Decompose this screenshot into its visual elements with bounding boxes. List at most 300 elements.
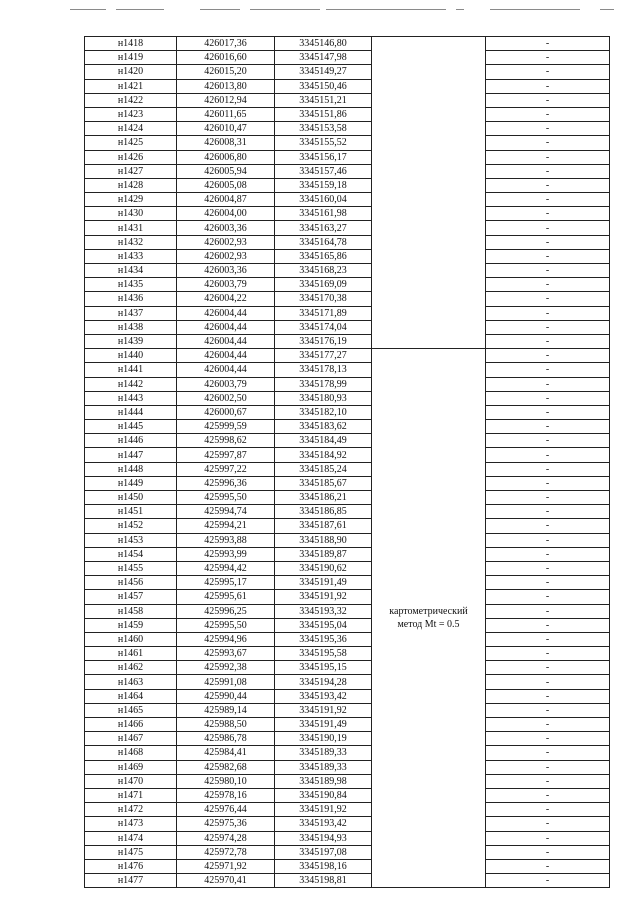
table-row (85, 420, 610, 434)
description-dash-cell: - (486, 363, 610, 377)
point-id-cell: н1433 (85, 249, 177, 263)
description-dash-cell: - (486, 874, 610, 888)
description-dash-cell: - (486, 859, 610, 873)
x-coordinate-cell: 425990,44 (177, 689, 275, 703)
point-id-cell: н1428 (85, 178, 177, 192)
y-coordinate-cell: 3345197,08 (275, 845, 372, 859)
description-dash-cell: - (486, 760, 610, 774)
description-dash-cell: - (486, 576, 610, 590)
y-coordinate-cell: 3345191,49 (275, 718, 372, 732)
x-coordinate-cell: 426003,79 (177, 377, 275, 391)
table-row (85, 732, 610, 746)
x-coordinate-cell: 425989,14 (177, 703, 275, 717)
table-row (85, 746, 610, 760)
y-coordinate-cell: 3345178,13 (275, 363, 372, 377)
x-coordinate-cell: 425993,99 (177, 547, 275, 561)
point-id-cell: н1427 (85, 164, 177, 178)
x-coordinate-cell: 426010,47 (177, 122, 275, 136)
x-coordinate-cell: 426003,79 (177, 278, 275, 292)
description-dash-cell: - (486, 349, 610, 363)
y-coordinate-cell: 3345183,62 (275, 420, 372, 434)
y-coordinate-cell: 3345194,93 (275, 831, 372, 845)
y-coordinate-cell: 3345191,92 (275, 590, 372, 604)
point-id-cell: н1462 (85, 661, 177, 675)
description-dash-cell: - (486, 831, 610, 845)
table-row (85, 803, 610, 817)
y-coordinate-cell: 3345170,38 (275, 292, 372, 306)
method-cell (372, 349, 486, 888)
description-dash-cell: - (486, 37, 610, 51)
y-coordinate-cell: 3345190,84 (275, 788, 372, 802)
description-dash-cell: - (486, 547, 610, 561)
description-dash-cell: - (486, 420, 610, 434)
description-dash-cell: - (486, 178, 610, 192)
x-coordinate-cell: 425994,74 (177, 505, 275, 519)
description-dash-cell: - (486, 51, 610, 65)
y-coordinate-cell: 3345186,21 (275, 491, 372, 505)
method-name: картометрический (389, 606, 468, 618)
table-row (85, 547, 610, 561)
point-id-cell: н1472 (85, 803, 177, 817)
point-id-cell: н1442 (85, 377, 177, 391)
y-coordinate-cell: 3345189,87 (275, 547, 372, 561)
point-id-cell: н1448 (85, 462, 177, 476)
y-coordinate-cell: 3345169,09 (275, 278, 372, 292)
point-id-cell: н1422 (85, 93, 177, 107)
y-coordinate-cell: 3345157,46 (275, 164, 372, 178)
point-id-cell: н1449 (85, 476, 177, 490)
table-row (85, 817, 610, 831)
description-dash-cell: - (486, 249, 610, 263)
table-row (85, 79, 610, 93)
y-coordinate-cell: 3345165,86 (275, 249, 372, 263)
description-dash-cell: - (486, 718, 610, 732)
table-row (85, 221, 610, 235)
y-coordinate-cell: 3345150,46 (275, 79, 372, 93)
description-dash-cell: - (486, 788, 610, 802)
x-coordinate-cell: 425994,96 (177, 632, 275, 646)
point-id-cell: н1465 (85, 703, 177, 717)
table-row (85, 65, 610, 79)
description-dash-cell: - (486, 65, 610, 79)
x-coordinate-cell: 425970,41 (177, 874, 275, 888)
y-coordinate-cell: 3345184,49 (275, 434, 372, 448)
table-row (85, 831, 610, 845)
y-coordinate-cell: 3345195,58 (275, 647, 372, 661)
x-coordinate-cell: 425995,50 (177, 491, 275, 505)
x-coordinate-cell: 425995,61 (177, 590, 275, 604)
point-id-cell: н1461 (85, 647, 177, 661)
point-id-cell: н1454 (85, 547, 177, 561)
description-dash-cell: - (486, 661, 610, 675)
y-coordinate-cell: 3345193,32 (275, 604, 372, 618)
table-row (85, 193, 610, 207)
x-coordinate-cell: 425993,88 (177, 533, 275, 547)
point-id-cell: н1459 (85, 618, 177, 632)
y-coordinate-cell: 3345159,18 (275, 178, 372, 192)
description-dash-cell: - (486, 519, 610, 533)
description-dash-cell: - (486, 476, 610, 490)
table-row (85, 859, 610, 873)
table-row (85, 391, 610, 405)
x-coordinate-cell: 425991,08 (177, 675, 275, 689)
point-id-cell: н1436 (85, 292, 177, 306)
x-coordinate-cell: 426004,44 (177, 306, 275, 320)
description-dash-cell: - (486, 107, 610, 121)
description-dash-cell: - (486, 235, 610, 249)
y-coordinate-cell: 3345161,98 (275, 207, 372, 221)
x-coordinate-cell: 426008,31 (177, 136, 275, 150)
x-coordinate-cell: 425998,62 (177, 434, 275, 448)
y-coordinate-cell: 3345193,42 (275, 817, 372, 831)
y-coordinate-cell: 3345171,89 (275, 306, 372, 320)
y-coordinate-cell: 3345151,21 (275, 93, 372, 107)
y-coordinate-cell: 3345190,19 (275, 732, 372, 746)
table-row (85, 249, 610, 263)
description-dash-cell: - (486, 647, 610, 661)
point-id-cell: н1443 (85, 391, 177, 405)
point-id-cell: н1474 (85, 831, 177, 845)
description-dash-cell: - (486, 221, 610, 235)
y-coordinate-cell: 3345198,81 (275, 874, 372, 888)
description-dash-cell: - (486, 136, 610, 150)
description-dash-cell: - (486, 150, 610, 164)
x-coordinate-cell: 425993,67 (177, 647, 275, 661)
point-id-cell: н1425 (85, 136, 177, 150)
x-coordinate-cell: 426005,08 (177, 178, 275, 192)
point-id-cell: н1418 (85, 37, 177, 51)
description-dash-cell: - (486, 732, 610, 746)
table-row (85, 661, 610, 675)
description-dash-cell: - (486, 505, 610, 519)
x-coordinate-cell: 426013,80 (177, 79, 275, 93)
x-coordinate-cell: 426012,94 (177, 93, 275, 107)
point-id-cell: н1471 (85, 788, 177, 802)
description-dash-cell: - (486, 604, 610, 618)
description-dash-cell: - (486, 164, 610, 178)
table-row (85, 306, 610, 320)
table-row (85, 533, 610, 547)
table-row (85, 462, 610, 476)
description-dash-cell: - (486, 79, 610, 93)
point-id-cell: н1455 (85, 561, 177, 575)
x-coordinate-cell: 425978,16 (177, 788, 275, 802)
x-coordinate-cell: 425999,59 (177, 420, 275, 434)
description-dash-cell: - (486, 561, 610, 575)
table-row (85, 363, 610, 377)
point-id-cell: н1468 (85, 746, 177, 760)
table-row (85, 349, 610, 363)
method-cell-blank (372, 37, 486, 349)
point-id-cell: н1421 (85, 79, 177, 93)
table-row (85, 278, 610, 292)
description-dash-cell: - (486, 817, 610, 831)
table-row (85, 235, 610, 249)
table-row (85, 476, 610, 490)
x-coordinate-cell: 425992,38 (177, 661, 275, 675)
x-coordinate-cell: 426004,87 (177, 193, 275, 207)
description-dash-cell: - (486, 377, 610, 391)
x-coordinate-cell: 426004,22 (177, 292, 275, 306)
y-coordinate-cell: 3345191,92 (275, 803, 372, 817)
description-dash-cell: - (486, 632, 610, 646)
x-coordinate-cell: 426003,36 (177, 221, 275, 235)
table-row (85, 675, 610, 689)
y-coordinate-cell: 3345190,62 (275, 561, 372, 575)
table-row (85, 136, 610, 150)
point-id-cell: н1444 (85, 405, 177, 419)
point-id-cell: н1450 (85, 491, 177, 505)
coordinates-table (84, 36, 610, 888)
y-coordinate-cell: 3345178,99 (275, 377, 372, 391)
description-dash-cell: - (486, 533, 610, 547)
description-dash-cell: - (486, 703, 610, 717)
y-coordinate-cell: 3345195,36 (275, 632, 372, 646)
point-id-cell: н1477 (85, 874, 177, 888)
x-coordinate-cell: 425988,50 (177, 718, 275, 732)
point-id-cell: н1419 (85, 51, 177, 65)
point-id-cell: н1438 (85, 320, 177, 334)
x-coordinate-cell: 425972,78 (177, 845, 275, 859)
table-row (85, 703, 610, 717)
x-coordinate-cell: 425986,78 (177, 732, 275, 746)
table-row (85, 93, 610, 107)
y-coordinate-cell: 3345189,33 (275, 746, 372, 760)
x-coordinate-cell: 425976,44 (177, 803, 275, 817)
table-row (85, 491, 610, 505)
y-coordinate-cell: 3345155,52 (275, 136, 372, 150)
description-dash-cell: - (486, 292, 610, 306)
description-dash-cell: - (486, 278, 610, 292)
point-id-cell: н1466 (85, 718, 177, 732)
y-coordinate-cell: 3345174,04 (275, 320, 372, 334)
description-dash-cell: - (486, 689, 610, 703)
y-coordinate-cell: 3345189,33 (275, 760, 372, 774)
point-id-cell: н1434 (85, 264, 177, 278)
table-row (85, 292, 610, 306)
point-id-cell: н1429 (85, 193, 177, 207)
x-coordinate-cell: 425995,50 (177, 618, 275, 632)
description-dash-cell: - (486, 845, 610, 859)
coordinates-table-body (85, 37, 610, 888)
point-id-cell: н1447 (85, 448, 177, 462)
description-dash-cell: - (486, 774, 610, 788)
table-row (85, 434, 610, 448)
description-dash-cell: - (486, 590, 610, 604)
table-row (85, 164, 610, 178)
y-coordinate-cell: 3345198,16 (275, 859, 372, 873)
table-row (85, 576, 610, 590)
table-row (85, 774, 610, 788)
x-coordinate-cell: 425997,22 (177, 462, 275, 476)
point-id-cell: н1475 (85, 845, 177, 859)
description-dash-cell: - (486, 334, 610, 348)
point-id-cell: н1469 (85, 760, 177, 774)
description-dash-cell: - (486, 320, 610, 334)
x-coordinate-cell: 425982,68 (177, 760, 275, 774)
x-coordinate-cell: 426011,65 (177, 107, 275, 121)
x-coordinate-cell: 426004,44 (177, 320, 275, 334)
point-id-cell: н1424 (85, 122, 177, 136)
y-coordinate-cell: 3345185,24 (275, 462, 372, 476)
x-coordinate-cell: 426017,36 (177, 37, 275, 51)
y-coordinate-cell: 3345186,85 (275, 505, 372, 519)
y-coordinate-cell: 3345146,80 (275, 37, 372, 51)
point-id-cell: н1445 (85, 420, 177, 434)
point-id-cell: н1430 (85, 207, 177, 221)
x-coordinate-cell: 426004,00 (177, 207, 275, 221)
y-coordinate-cell: 3345164,78 (275, 235, 372, 249)
description-dash-cell: - (486, 803, 610, 817)
table-row (85, 845, 610, 859)
x-coordinate-cell: 426004,44 (177, 334, 275, 348)
description-dash-cell: - (486, 207, 610, 221)
y-coordinate-cell: 3345176,19 (275, 334, 372, 348)
description-dash-cell: - (486, 122, 610, 136)
x-coordinate-cell: 425995,17 (177, 576, 275, 590)
point-id-cell: н1451 (85, 505, 177, 519)
y-coordinate-cell: 3345193,42 (275, 689, 372, 703)
y-coordinate-cell: 3345163,27 (275, 221, 372, 235)
table-row (85, 37, 610, 51)
point-id-cell: н1470 (85, 774, 177, 788)
table-row (85, 647, 610, 661)
point-id-cell: н1456 (85, 576, 177, 590)
point-id-cell: н1453 (85, 533, 177, 547)
table-row (85, 604, 610, 618)
point-id-cell: н1437 (85, 306, 177, 320)
point-id-cell: н1460 (85, 632, 177, 646)
y-coordinate-cell: 3345151,86 (275, 107, 372, 121)
y-coordinate-cell: 3345191,92 (275, 703, 372, 717)
point-id-cell: н1467 (85, 732, 177, 746)
description-dash-cell: - (486, 264, 610, 278)
x-coordinate-cell: 426016,60 (177, 51, 275, 65)
y-coordinate-cell: 3345153,58 (275, 122, 372, 136)
table-row (85, 107, 610, 121)
y-coordinate-cell: 3345182,10 (275, 405, 372, 419)
point-id-cell: н1431 (85, 221, 177, 235)
point-id-cell: н1423 (85, 107, 177, 121)
point-id-cell: н1458 (85, 604, 177, 618)
point-id-cell: н1463 (85, 675, 177, 689)
x-coordinate-cell: 426003,36 (177, 264, 275, 278)
description-dash-cell: - (486, 462, 610, 476)
table-row (85, 405, 610, 419)
method-accuracy: метод Mt = 0.5 (397, 619, 460, 631)
x-coordinate-cell: 425996,36 (177, 476, 275, 490)
description-dash-cell: - (486, 746, 610, 760)
y-coordinate-cell: 3345195,15 (275, 661, 372, 675)
table-row (85, 505, 610, 519)
y-coordinate-cell: 3345156,17 (275, 150, 372, 164)
point-id-cell: н1476 (85, 859, 177, 873)
table-row (85, 377, 610, 391)
x-coordinate-cell: 426002,50 (177, 391, 275, 405)
point-id-cell: н1432 (85, 235, 177, 249)
table-row (85, 334, 610, 348)
table-row (85, 874, 610, 888)
x-coordinate-cell: 425971,92 (177, 859, 275, 873)
table-row (85, 788, 610, 802)
table-row (85, 122, 610, 136)
y-coordinate-cell: 3345160,04 (275, 193, 372, 207)
x-coordinate-cell: 425974,28 (177, 831, 275, 845)
point-id-cell: н1452 (85, 519, 177, 533)
point-id-cell: н1435 (85, 278, 177, 292)
x-coordinate-cell: 426002,93 (177, 235, 275, 249)
description-dash-cell: - (486, 618, 610, 632)
description-dash-cell: - (486, 434, 610, 448)
x-coordinate-cell: 425994,42 (177, 561, 275, 575)
table-row (85, 632, 610, 646)
x-coordinate-cell: 426006,80 (177, 150, 275, 164)
y-coordinate-cell: 3345184,92 (275, 448, 372, 462)
x-coordinate-cell: 426002,93 (177, 249, 275, 263)
x-coordinate-cell: 426005,94 (177, 164, 275, 178)
point-id-cell: н1457 (85, 590, 177, 604)
table-row (85, 618, 610, 632)
y-coordinate-cell: 3345188,90 (275, 533, 372, 547)
table-row (85, 51, 610, 65)
table-row (85, 718, 610, 732)
table-row (85, 561, 610, 575)
description-dash-cell: - (486, 675, 610, 689)
y-coordinate-cell: 3345195,04 (275, 618, 372, 632)
table-row (85, 689, 610, 703)
point-id-cell: н1426 (85, 150, 177, 164)
table-row (85, 590, 610, 604)
point-id-cell: н1440 (85, 349, 177, 363)
table-row (85, 178, 610, 192)
y-coordinate-cell: 3345177,27 (275, 349, 372, 363)
table-row (85, 519, 610, 533)
x-coordinate-cell: 426004,44 (177, 349, 275, 363)
y-coordinate-cell: 3345189,98 (275, 774, 372, 788)
description-dash-cell: - (486, 491, 610, 505)
description-dash-cell: - (486, 448, 610, 462)
y-coordinate-cell: 3345194,28 (275, 675, 372, 689)
x-coordinate-cell: 425975,36 (177, 817, 275, 831)
x-coordinate-cell: 425984,41 (177, 746, 275, 760)
description-dash-cell: - (486, 306, 610, 320)
x-coordinate-cell: 426000,67 (177, 405, 275, 419)
table-row (85, 320, 610, 334)
x-coordinate-cell: 426015,20 (177, 65, 275, 79)
y-coordinate-cell: 3345147,98 (275, 51, 372, 65)
table-row (85, 264, 610, 278)
point-id-cell: н1441 (85, 363, 177, 377)
table-row (85, 760, 610, 774)
y-coordinate-cell: 3345180,93 (275, 391, 372, 405)
x-coordinate-cell: 425994,21 (177, 519, 275, 533)
description-dash-cell: - (486, 93, 610, 107)
table-row (85, 448, 610, 462)
point-id-cell: н1439 (85, 334, 177, 348)
description-dash-cell: - (486, 391, 610, 405)
description-dash-cell: - (486, 405, 610, 419)
y-coordinate-cell: 3345149,27 (275, 65, 372, 79)
x-coordinate-cell: 426004,44 (177, 363, 275, 377)
table-row (85, 150, 610, 164)
point-id-cell: н1473 (85, 817, 177, 831)
x-coordinate-cell: 425980,10 (177, 774, 275, 788)
point-id-cell: н1420 (85, 65, 177, 79)
x-coordinate-cell: 425996,25 (177, 604, 275, 618)
description-dash-cell: - (486, 193, 610, 207)
faint-header-line (60, 9, 620, 15)
y-coordinate-cell: 3345168,23 (275, 264, 372, 278)
